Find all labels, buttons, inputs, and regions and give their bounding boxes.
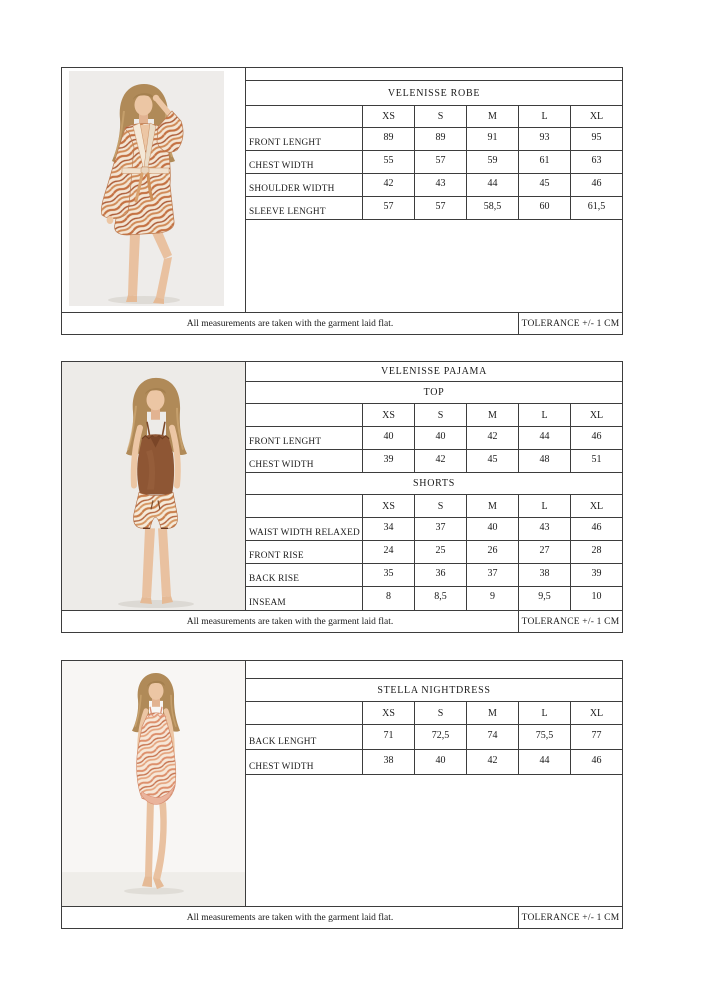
pajama-table-title — [246, 362, 622, 382]
measurement-row-front-lenght — [246, 128, 622, 151]
measurement-value: 57 — [415, 197, 467, 219]
measurement-value: 35 — [363, 564, 415, 586]
product-photo-nightdress — [62, 661, 245, 906]
face — [149, 682, 164, 700]
measurement-row-chest-width — [246, 450, 622, 473]
pajama-title-text: VELENISSE PAJAMA — [380, 366, 488, 377]
measurement-row-front-rise — [246, 541, 622, 564]
size-header-label-cell — [246, 106, 363, 127]
nightdress-section-body — [62, 661, 622, 906]
measurement-label: CHEST WIDTH — [246, 450, 363, 472]
nightdress-footer — [62, 906, 622, 928]
spacer-row — [246, 68, 622, 81]
nightdress-size-table — [246, 661, 622, 906]
measurement-value: 27 — [519, 541, 571, 563]
floor-shadow — [124, 888, 184, 895]
measurement-value: 51 — [591, 453, 602, 465]
measurement-label: BACK RISE — [246, 564, 363, 586]
size-col-l: L — [519, 404, 571, 426]
pajama-shorts-size-header-row — [246, 495, 622, 518]
measurement-value: 39 — [363, 450, 415, 472]
measurement-value: 26 — [467, 541, 519, 563]
measurement-value: 44 — [519, 427, 571, 449]
measurement-note: All measurements are taken with the garment laid flat. — [186, 616, 394, 627]
pajama-top-size-header-row — [246, 404, 622, 427]
measurement-value: 89 — [415, 128, 467, 150]
measurement-value: 38 — [363, 750, 415, 774]
hand — [153, 95, 159, 101]
pajama-size-table — [246, 362, 622, 610]
size-col-xs: XS — [363, 702, 415, 724]
measurement-value: 40 — [415, 427, 467, 449]
size-col-s: S — [415, 404, 467, 426]
pajama-photo-cell — [62, 362, 246, 610]
measurement-value: 57 — [363, 197, 415, 219]
nightdress-photo-cell — [62, 661, 246, 906]
measurement-value: 24 — [363, 541, 415, 563]
pajama-footer — [62, 610, 622, 632]
pajama-shorts-subtitle — [246, 473, 622, 495]
section-stella-nightdress — [61, 660, 623, 929]
measurement-value: 61,5 — [587, 200, 606, 212]
size-col-m: M — [467, 702, 519, 724]
measurement-row-sleeve-lenght — [246, 197, 622, 220]
size-col-m: M — [467, 106, 519, 127]
size-col-s: S — [415, 495, 467, 517]
measurement-value: 57 — [415, 151, 467, 173]
robe-size-header-row — [246, 106, 622, 128]
measurement-row-shoulder-width — [246, 174, 622, 197]
measurement-value: 34 — [363, 518, 415, 540]
measurement-label: SLEEVE LENGHT — [246, 197, 363, 219]
size-col-xl: XL — [589, 707, 604, 719]
size-col-l: L — [519, 702, 571, 724]
left-foot — [140, 597, 152, 604]
measurement-value: 43 — [415, 174, 467, 196]
shorts-subtitle-text: SHORTS — [413, 478, 455, 489]
tolerance-label: TOLERANCE +/- 1 CM — [518, 313, 622, 334]
tolerance-label: TOLERANCE +/- 1 CM — [518, 611, 622, 632]
measurement-value: 40 — [415, 750, 467, 774]
robe-title-text: VELENISSE ROBE — [387, 87, 481, 99]
measurement-value: 38 — [519, 564, 571, 586]
measurement-value: 8 — [363, 587, 415, 610]
measurement-value: 45 — [467, 450, 519, 472]
spacer-row — [246, 661, 622, 679]
nightdress-photo-illustration — [62, 661, 245, 906]
measurement-value: 48 — [519, 450, 571, 472]
product-photo-pajama — [62, 362, 245, 610]
product-photo-robe — [69, 71, 224, 306]
face — [135, 95, 153, 116]
floor-shadow — [108, 296, 180, 304]
size-col-xl: XL — [589, 409, 604, 421]
measurement-value: 72,5 — [415, 725, 467, 749]
nightdress-table-title — [246, 679, 622, 702]
measurement-note: All measurements are taken with the garment laid flat. — [186, 318, 394, 329]
measurement-value: 63 — [591, 154, 602, 166]
measurement-label: SHOULDER WIDTH — [246, 174, 363, 196]
measurement-value: 42 — [467, 427, 519, 449]
measurement-value: 28 — [591, 544, 602, 556]
measurement-value: 44 — [519, 750, 571, 774]
measurement-value: 25 — [415, 541, 467, 563]
measurement-label: BACK LENGHT — [246, 725, 363, 749]
measurement-row-back-lenght — [246, 725, 622, 750]
measurement-value: 9,5 — [519, 587, 571, 610]
robe-size-table — [246, 68, 622, 312]
size-col-xl: XL — [589, 111, 604, 122]
empty-area — [246, 220, 622, 312]
measurement-value: 46 — [591, 177, 602, 189]
measurement-value: 42 — [363, 174, 415, 196]
top-subtitle-text: TOP — [423, 387, 445, 398]
size-col-s: S — [415, 106, 467, 127]
measurement-label: FRONT RISE — [246, 541, 363, 563]
measurement-value: 61 — [519, 151, 571, 173]
measurement-label: FRONT LENGHT — [246, 427, 363, 449]
robe-table-title — [246, 81, 622, 106]
section-velenisse-robe — [61, 67, 623, 335]
measurement-value: 71 — [363, 725, 415, 749]
tolerance-label: TOLERANCE +/- 1 CM — [518, 907, 622, 928]
size-header-label-cell — [246, 495, 363, 517]
measurement-value: 40 — [363, 427, 415, 449]
measurement-value: 42 — [415, 450, 467, 472]
robe-photo-illustration — [69, 71, 224, 306]
measurement-value: 93 — [519, 128, 571, 150]
measurement-value: 44 — [467, 174, 519, 196]
measurement-row-chest-width — [246, 750, 622, 775]
size-col-m: M — [467, 404, 519, 426]
size-col-xs: XS — [363, 495, 415, 517]
size-col-l: L — [519, 495, 571, 517]
measurement-value: 9 — [467, 587, 519, 610]
size-col-xs: XS — [363, 404, 415, 426]
measurement-value: 91 — [467, 128, 519, 150]
robe-footer — [62, 312, 622, 334]
measurement-value: 40 — [467, 518, 519, 540]
measurement-row-waist-width-relaxed — [246, 518, 622, 541]
measurement-value: 60 — [519, 197, 571, 219]
nightdress-title-text: STELLA NIGHTDRESS — [377, 684, 491, 696]
measurement-value: 37 — [415, 518, 467, 540]
measurement-note: All measurements are taken with the garment laid flat. — [186, 912, 394, 923]
measurement-value: 10 — [591, 591, 602, 602]
empty-area — [246, 775, 622, 906]
measurement-value: 42 — [467, 750, 519, 774]
measurement-value: 74 — [467, 725, 519, 749]
nightdress-size-header-row — [246, 702, 622, 725]
measurement-row-front-lenght — [246, 427, 622, 450]
measurement-value: 58,5 — [467, 197, 519, 219]
measurement-value: 46 — [591, 521, 602, 533]
robe-photo-cell — [62, 68, 246, 312]
measurement-label: INSEAM — [246, 587, 363, 610]
measurement-value: 37 — [467, 564, 519, 586]
pajama-photo-illustration — [62, 362, 245, 610]
measurement-value: 77 — [591, 729, 602, 741]
measurement-value: 39 — [591, 567, 602, 579]
left-hand — [107, 216, 114, 224]
measurement-value: 55 — [363, 151, 415, 173]
size-col-xl: XL — [589, 500, 604, 512]
measurement-value: 43 — [519, 518, 571, 540]
measurement-label: WAIST WIDTH RELAXED — [246, 518, 363, 540]
measurement-row-back-rise — [246, 564, 622, 587]
measurement-value: 46 — [591, 754, 602, 766]
measurement-value: 36 — [415, 564, 467, 586]
size-col-xs: XS — [363, 106, 415, 127]
face — [147, 389, 165, 410]
measurement-label: FRONT LENGHT — [246, 128, 363, 150]
measurement-row-chest-width — [246, 151, 622, 174]
measurement-value: 95 — [591, 131, 602, 143]
measurement-label: CHEST WIDTH — [246, 151, 363, 173]
measurement-row-inseam — [246, 587, 622, 610]
measurement-value: 59 — [467, 151, 519, 173]
measurement-value: 45 — [519, 174, 571, 196]
size-col-l: L — [519, 106, 571, 127]
size-header-label-cell — [246, 404, 363, 426]
size-header-label-cell — [246, 702, 363, 724]
section-velenisse-pajama — [61, 361, 623, 633]
size-col-s: S — [415, 702, 467, 724]
measurement-value: 89 — [363, 128, 415, 150]
pajama-top-subtitle — [246, 382, 622, 404]
robe-section-body — [62, 68, 622, 312]
pajama-section-body — [62, 362, 622, 610]
floor-shadow — [118, 600, 194, 608]
measurement-label: CHEST WIDTH — [246, 750, 363, 774]
measurement-value: 75,5 — [519, 725, 571, 749]
size-col-m: M — [467, 495, 519, 517]
measurement-value: 8,5 — [415, 587, 467, 610]
measurement-value: 46 — [591, 430, 602, 442]
